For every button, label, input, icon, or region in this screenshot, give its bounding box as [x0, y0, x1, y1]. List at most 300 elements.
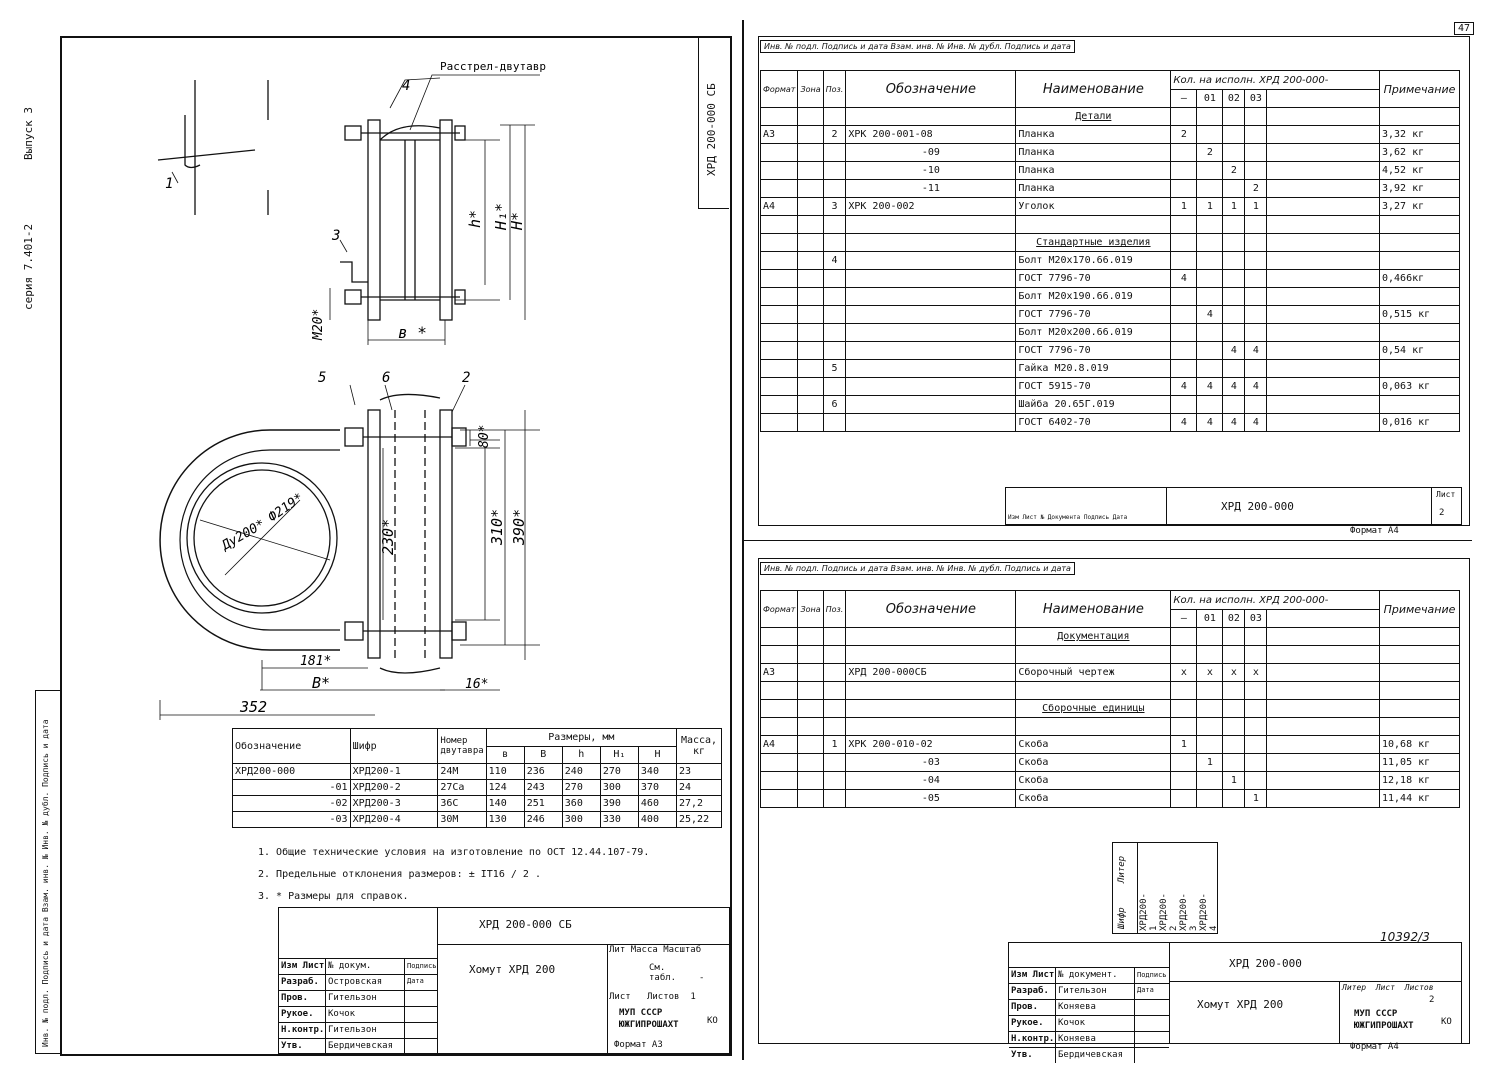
tbr-org2: ЮЖГИПРОШАХТ [1354, 1021, 1414, 1031]
spec-zona [798, 718, 823, 736]
role-label: Рукое. [279, 1007, 326, 1022]
spec-zona [798, 682, 823, 700]
spec-format [761, 234, 798, 252]
spec-empty [1267, 772, 1380, 790]
top-footer-stamp: Изм Лист № Документа Подпись Дата [1008, 514, 1128, 521]
role-name: № документ. [1056, 968, 1135, 983]
table-row [233, 780, 722, 796]
h-naim: Наименование [1016, 71, 1171, 108]
spec-empty [1267, 180, 1380, 198]
spec-empty [1267, 360, 1380, 378]
spec-row [761, 754, 1460, 772]
notes [258, 842, 649, 908]
spec-zona [798, 126, 823, 144]
col-0: – [1171, 90, 1197, 108]
spec-prim: 0,466кг [1380, 270, 1460, 288]
spec-zona [798, 144, 823, 162]
role-sign [1135, 1000, 1169, 1015]
spec-naim [1016, 682, 1171, 700]
spec-qty-3 [1245, 736, 1267, 754]
spec-qty-2: 4 [1223, 414, 1245, 432]
spec-qty-0 [1171, 252, 1197, 270]
size-b: 243 [524, 780, 562, 796]
size-oboz: -02 [233, 796, 351, 812]
spec-row [761, 126, 1460, 144]
spec-format [761, 772, 798, 790]
spec-prim [1380, 718, 1460, 736]
role-label: Разраб. [1009, 984, 1056, 999]
spec-qty-0 [1171, 646, 1197, 664]
size-massa: 25,22 [677, 812, 722, 828]
spec-oboz [846, 270, 1016, 288]
title-block-left: ХРД 200-000 СБ Хомут ХРД 200 Лит Масса Масштаб См. табл. - Лист Листов 1 МУП СССР ЮЖГИПРОШАХТ КО Формат А3 Изм Лист № докум. Подпись Дата Разраб. Островская Пров. Гительзон Рукое. Кочок Н.контр. Гительзон Утв. Бердичевская [278, 907, 730, 1054]
spec-empty [1267, 324, 1380, 342]
top-stamp: Инв. № подл. Подпись и дата Взам. инв. № Инв. № дубл. Подпись и дата [760, 40, 1075, 53]
role-row [279, 1006, 437, 1022]
spec-oboz [846, 216, 1016, 234]
spec-poz: 4 [823, 252, 846, 270]
spec-qty-3: 4 [1245, 378, 1267, 396]
tbl-code: ХРД 200-000 СБ [479, 918, 572, 931]
spec-prim [1380, 216, 1460, 234]
spec-row [761, 342, 1460, 360]
spec-format [761, 790, 798, 808]
tbl-name: Хомут ХРД 200 [469, 963, 556, 976]
spec-qty-0 [1171, 144, 1197, 162]
spec-qty-1 [1197, 700, 1223, 718]
note-3: 3. * Размеры для справок. [258, 891, 409, 902]
spec-poz [823, 234, 846, 252]
spec-qty-1: 2 [1197, 144, 1223, 162]
spec-qty-3: 2 [1245, 180, 1267, 198]
role-sign [405, 1023, 437, 1038]
spec-qty-0 [1171, 700, 1197, 718]
spec-format [761, 270, 798, 288]
spec-qty-0 [1171, 682, 1197, 700]
spec-prim: 0,54 кг [1380, 342, 1460, 360]
spec-prim [1380, 324, 1460, 342]
role-label: Пров. [1009, 1000, 1056, 1015]
spec-qty-2: 4 [1223, 342, 1245, 360]
spec-qty-0 [1171, 790, 1197, 808]
spec-qty-2 [1223, 108, 1245, 126]
spec-prim [1380, 360, 1460, 378]
spec-zona [798, 252, 823, 270]
dim-80: 80* [477, 424, 492, 448]
spec-format: А4 [761, 198, 798, 216]
spec-row [761, 180, 1460, 198]
spec-qty-1 [1197, 396, 1223, 414]
spec-qty-0: 4 [1171, 378, 1197, 396]
spec-oboz: -03 [846, 754, 1016, 772]
tbr-name: Хомут ХРД 200 [1197, 998, 1284, 1011]
spec-poz [823, 324, 846, 342]
spec-empty [1267, 270, 1380, 288]
spec-qty-2 [1223, 270, 1245, 288]
spec-poz [823, 414, 846, 432]
spec-poz [823, 682, 846, 700]
spec-prim [1380, 252, 1460, 270]
spec-empty [1267, 288, 1380, 306]
th-H: H [638, 746, 676, 764]
spec-zona [798, 700, 823, 718]
spec-prim: 3,32 кг [1380, 126, 1460, 144]
size-b: 124 [486, 780, 524, 796]
spec-row [761, 216, 1460, 234]
spec-naim: Болт М20х200.66.019 [1016, 324, 1171, 342]
spec-qty-2 [1223, 306, 1245, 324]
spec-empty [1267, 736, 1380, 754]
spec-oboz [846, 378, 1016, 396]
spec-prim [1380, 682, 1460, 700]
spec-zona [798, 306, 823, 324]
role-row [1009, 1031, 1169, 1047]
spec-qty-1 [1197, 682, 1223, 700]
spec-zona [798, 234, 823, 252]
spec-qty-3: x [1245, 664, 1267, 682]
spec-empty [1267, 664, 1380, 682]
size-shifr: ХРД200-2 [350, 780, 438, 796]
spec-qty-0 [1171, 754, 1197, 772]
spec-row [761, 270, 1460, 288]
role-name: № докум. [326, 959, 405, 974]
spec-qty-1 [1197, 736, 1223, 754]
role-name: Гительзон [1056, 984, 1135, 999]
spec-format [761, 396, 798, 414]
label-p4: 4 [402, 78, 411, 94]
spec-oboz [846, 646, 1016, 664]
spec-zona [798, 754, 823, 772]
spec-poz: 3 [823, 198, 846, 216]
role-sign [1135, 984, 1169, 999]
spec-zona [798, 162, 823, 180]
spec-prim: 4,52 кг [1380, 162, 1460, 180]
role-label: Утв. [279, 1039, 326, 1054]
spec-naim: Гайка М20.8.019 [1016, 360, 1171, 378]
label-p6: 6 [382, 370, 391, 386]
spec-qty-1 [1197, 180, 1223, 198]
role-name: Кочок [326, 1007, 405, 1022]
label-p2: 2 [462, 370, 471, 386]
assembly-drawing [0, 0, 740, 725]
spec-qty-0 [1171, 234, 1197, 252]
spec-poz: 6 [823, 396, 846, 414]
h-format: Формат [761, 71, 798, 108]
spec-qty-3: 1 [1245, 790, 1267, 808]
dim-181: 181* [300, 654, 332, 669]
spec-qty-0 [1171, 324, 1197, 342]
spec-qty-2: 1 [1223, 198, 1245, 216]
dim-230: 230* [379, 518, 397, 555]
spec-oboz: -11 [846, 180, 1016, 198]
th-b: в [486, 746, 524, 764]
role-name: Гительзон [326, 1023, 405, 1038]
tbl-org1: МУП СССР [619, 1008, 663, 1018]
spec-qty-0 [1171, 342, 1197, 360]
spec-oboz [846, 628, 1016, 646]
role-label: Н.контр. [1009, 1032, 1056, 1047]
spec-format [761, 216, 798, 234]
spec-row [761, 718, 1460, 736]
role-name: Гительзон [326, 991, 405, 1006]
spec-qty-2 [1223, 234, 1245, 252]
spec-poz: 1 [823, 736, 846, 754]
spec-format [761, 414, 798, 432]
spec-qty-3 [1245, 772, 1267, 790]
spec-poz [823, 108, 846, 126]
spec-naim: Шайба 20.65Г.019 [1016, 396, 1171, 414]
spec-qty-1: 4 [1197, 378, 1223, 396]
size-b: 251 [524, 796, 562, 812]
dim-352: 352 [240, 698, 268, 716]
spec-oboz [846, 414, 1016, 432]
spec-oboz [846, 700, 1016, 718]
th-h: h [562, 746, 600, 764]
spec-empty [1267, 162, 1380, 180]
right-mid-line [744, 540, 1472, 541]
spec-qty-1 [1197, 234, 1223, 252]
spec-format [761, 360, 798, 378]
spec-empty [1267, 754, 1380, 772]
spec-zona [798, 772, 823, 790]
table-row [233, 764, 722, 780]
spec-naim: Скоба [1016, 790, 1171, 808]
spec-qty-1 [1197, 252, 1223, 270]
spec-oboz [846, 252, 1016, 270]
spec-naim: Скоба [1016, 772, 1171, 790]
spec-qty-0 [1171, 772, 1197, 790]
role-label: Н.контр. [279, 1023, 326, 1038]
spec-poz [823, 144, 846, 162]
spec-poz: 5 [823, 360, 846, 378]
tbl-ko: КО [707, 1016, 718, 1026]
spec-qty-3 [1245, 288, 1267, 306]
role-label: Рукое. [1009, 1016, 1056, 1031]
spec-naim: Детали [1016, 108, 1171, 126]
spec-format [761, 324, 798, 342]
spec-qty-0: x [1171, 664, 1197, 682]
spec-qty-1: 1 [1197, 754, 1223, 772]
th-massa: Масса, кг [677, 729, 722, 764]
role-row [1009, 1015, 1169, 1031]
table-row [233, 812, 722, 828]
spec-row [761, 252, 1460, 270]
spec-oboz [846, 324, 1016, 342]
role-name: Бердичевская [326, 1039, 405, 1054]
spec-prim: 0,063 кг [1380, 378, 1460, 396]
role-label: Изм Лист [1009, 968, 1056, 983]
spec-qty-1: 1 [1197, 198, 1223, 216]
spec-row [761, 664, 1460, 682]
spec-row [761, 288, 1460, 306]
spec-row [761, 414, 1460, 432]
spec-qty-3 [1245, 700, 1267, 718]
spec-qty-3: 4 [1245, 342, 1267, 360]
dim-b: в * [398, 323, 427, 342]
spec-zona [798, 414, 823, 432]
tbr-code: ХРД 200-000 [1229, 957, 1302, 970]
role-row [279, 974, 437, 990]
size-shifr: ХРД200-4 [350, 812, 438, 828]
spec-empty [1267, 700, 1380, 718]
h-oboz: Обозначение [846, 71, 1016, 108]
spec-oboz [846, 396, 1016, 414]
spec-bottom-table: Формат Зона Поз. Обозначение Наименование Кол. на исполн. ХРД 200-000- Примечание – 01 02 03 Документация А3 ХРД 200-000СБ Сборочный чертеж x x x x Сборочные единицы А4 1 ХРК 200-010-02 Скоба 1 10,68 кг -03 Скоба 1 11,05 кг -04 Скоба 1 12,18 кг -05 Скоба 1 11,44 кг [760, 590, 1460, 808]
size-shifr: ХРД200-3 [350, 796, 438, 812]
role-name: Коняева [1056, 1032, 1135, 1047]
issue-label: Выпуск 3 [22, 107, 35, 160]
spec-naim: Планка [1016, 144, 1171, 162]
size-oboz: -03 [233, 812, 351, 828]
spec-qty-1 [1197, 270, 1223, 288]
spec-row [761, 360, 1460, 378]
spec-qty-0: 4 [1171, 270, 1197, 288]
spec-oboz [846, 288, 1016, 306]
spec-qty-0 [1171, 360, 1197, 378]
spec-qty-2 [1223, 646, 1245, 664]
spec-qty-3 [1245, 628, 1267, 646]
spec-naim: Болт М20х190.66.019 [1016, 288, 1171, 306]
spec-zona [798, 396, 823, 414]
spec-qty-1 [1197, 108, 1223, 126]
spec-qty-2 [1223, 700, 1245, 718]
spec-qty-2: 2 [1223, 162, 1245, 180]
spec-zona [798, 324, 823, 342]
size-b: 140 [486, 796, 524, 812]
spec-zona [798, 342, 823, 360]
tbl-format: Формат А3 [614, 1040, 663, 1050]
spec-row [761, 306, 1460, 324]
spec-naim: Сборочные единицы [1016, 700, 1171, 718]
spec-zona [798, 664, 823, 682]
spec-empty [1267, 718, 1380, 736]
spec-qty-3 [1245, 718, 1267, 736]
spec-format [761, 342, 798, 360]
spec-format [761, 108, 798, 126]
spec-zona [798, 288, 823, 306]
spec-prim [1380, 628, 1460, 646]
spec-qty-2 [1223, 628, 1245, 646]
h-zona: Зона [798, 71, 823, 108]
spec-empty [1267, 682, 1380, 700]
tbr-roles [1009, 967, 1169, 1063]
spec-qty-2 [1223, 736, 1245, 754]
spec-qty-1 [1197, 324, 1223, 342]
spec-oboz [846, 342, 1016, 360]
spec-qty-0 [1171, 306, 1197, 324]
size-oboz: ХРД200-000 [233, 764, 351, 780]
spec-oboz: ХРД 200-000СБ [846, 664, 1016, 682]
spec-qty-2 [1223, 252, 1245, 270]
spec-qty-0 [1171, 396, 1197, 414]
spec-format [761, 646, 798, 664]
spec-qty-2 [1223, 144, 1245, 162]
spec-poz [823, 306, 846, 324]
spec-row [761, 198, 1460, 216]
spec-empty [1267, 126, 1380, 144]
size-h: 400 [638, 812, 676, 828]
spec-qty-0: 2 [1171, 126, 1197, 144]
spec-oboz [846, 682, 1016, 700]
spec-qty-0 [1171, 162, 1197, 180]
spec-format [761, 700, 798, 718]
spec-format: А4 [761, 736, 798, 754]
spec-qty-2 [1223, 396, 1245, 414]
spec-poz [823, 718, 846, 736]
tbr-ko: КО [1441, 1017, 1452, 1027]
spec-qty-3 [1245, 754, 1267, 772]
spec-empty [1267, 396, 1380, 414]
spec-poz [823, 270, 846, 288]
role-sign: Подпись Дата [1137, 971, 1167, 994]
spec-oboz [846, 108, 1016, 126]
spec-empty [1267, 342, 1380, 360]
th-shifr: Шифр [350, 729, 438, 764]
size-h1: 330 [600, 812, 638, 828]
spec-zona [798, 108, 823, 126]
spec-prim [1380, 664, 1460, 682]
role-name: Бердичевская [1056, 1048, 1135, 1063]
spec-zona [798, 270, 823, 288]
spec-empty [1267, 414, 1380, 432]
spec-qty-2: 4 [1223, 378, 1245, 396]
spec-format: А3 [761, 126, 798, 144]
top-footer-sheet-label: Лист [1436, 490, 1456, 499]
label-p3: 3 [332, 228, 341, 244]
size-shifr: ХРД200-1 [350, 764, 438, 780]
size-h1: 390 [600, 796, 638, 812]
spec-oboz [846, 360, 1016, 378]
spec-zona [798, 378, 823, 396]
spec-poz [823, 162, 846, 180]
spec-qty-3 [1245, 306, 1267, 324]
th-razm: Размеры, мм [486, 729, 676, 747]
spec-row [761, 700, 1460, 718]
spec-naim: Стандартные изделия [1016, 234, 1171, 252]
dim-du200: Дy200* [219, 516, 268, 554]
spec-prim: 11,05 кг [1380, 754, 1460, 772]
spec-qty-1 [1197, 342, 1223, 360]
spec-naim: Планка [1016, 162, 1171, 180]
dim-16: 16* [465, 677, 489, 692]
h-kol: Кол. на исполн. ХРД 200-000- [1171, 71, 1380, 90]
spec-poz: 2 [823, 126, 846, 144]
sheet-number: 47 [1454, 22, 1474, 35]
size-nomer: 30M [438, 812, 486, 828]
spec-poz [823, 772, 846, 790]
tbl-mass-val: См. табл. [649, 963, 677, 983]
spec-prim [1380, 234, 1460, 252]
spec-empty [1267, 234, 1380, 252]
spec-oboz [846, 718, 1016, 736]
col-1: 01 [1197, 90, 1223, 108]
spec-qty-3 [1245, 162, 1267, 180]
spec-row [761, 108, 1460, 126]
spec-prim: 3,27 кг [1380, 198, 1460, 216]
size-h: 270 [562, 780, 600, 796]
role-row [1009, 983, 1169, 999]
spec-zona [798, 736, 823, 754]
spec-qty-1 [1197, 162, 1223, 180]
spec-oboz: -09 [846, 144, 1016, 162]
spec-qty-3 [1245, 108, 1267, 126]
spec-naim: ГОСТ 7796-70 [1016, 270, 1171, 288]
spec-row [761, 682, 1460, 700]
spec-qty-1 [1197, 790, 1223, 808]
spec-qty-0 [1171, 180, 1197, 198]
spec-qty-1 [1197, 288, 1223, 306]
size-massa: 27,2 [677, 796, 722, 812]
